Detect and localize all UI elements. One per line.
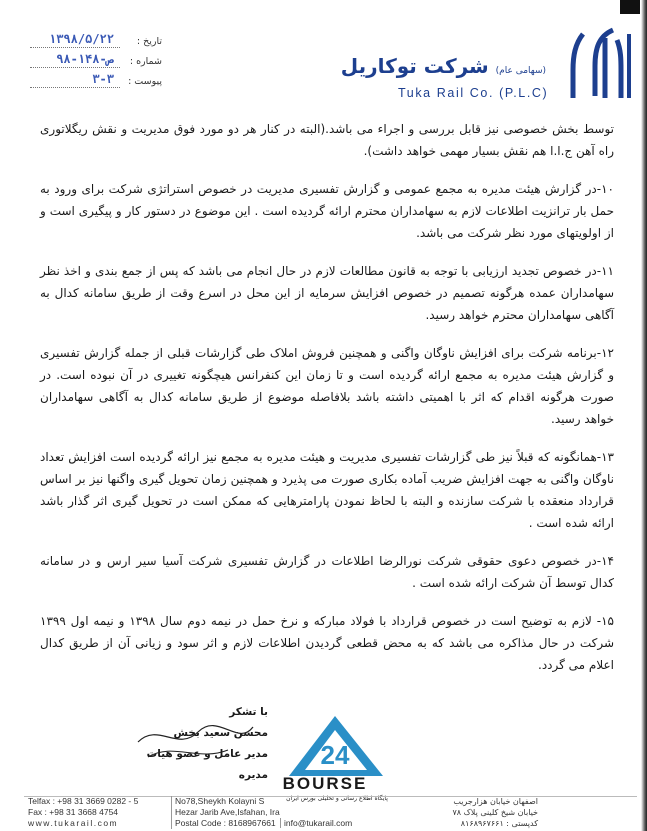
footer — [0, 796, 647, 831]
signer-title: مدیر عامل و عضو هیات مدیره — [146, 748, 268, 781]
footer-email[interactable]: info@tukarail.com — [280, 818, 352, 828]
bourse-wordmark: BOURSE — [282, 774, 368, 793]
footer-contact — [28, 796, 166, 818]
letter-body — [40, 118, 614, 676]
date-label: تاریخ : — [136, 36, 162, 47]
svg-text:24: 24 — [320, 740, 350, 770]
handwritten-signature — [128, 712, 258, 772]
attachment-row — [22, 72, 162, 96]
address-fa-line-2: خیابان شیخ کلینی پلاک ۷۸ — [452, 808, 538, 817]
signature-block — [118, 702, 268, 786]
company-name-en: Tuka Rail Co. (P.L.C) — [398, 86, 549, 100]
bourse-caption: پایگاه اطلاع رسانی و تحلیلی بورس ایران — [286, 795, 388, 802]
item-14: ۱۴-در خصوص دعوی حقوقی شرکت نورالرضا اطلاعات در گزارش تفسیری شرکت آسیا سیر ارس و در سامانه کدال توسط آن شرکت ارائه شده است . — [40, 554, 614, 590]
postal-code-en: Postal Code : 8168967661 — [175, 818, 276, 828]
item-13: ۱۳-همانگونه که قبلاً نیز طی گزارشات تفسیری مدیریت و هیئت مدیره به مجمع نیز ارائه گردیده است افزایش تعداد ناوگان واگنی به جهت افزایش ضریب آماده بکاری صورت می پذیرد و همچنین زمان تحویل گیری واگنها نیز بر اساس قرارداد منعقده با شرکت سازنده و البته با لحاظ نمودن پارامترهایی که ممکن است در تحویل گیری اثر گذار باشد ارائه شده است . — [40, 450, 614, 530]
attachment-value: ۳-۳ — [92, 72, 114, 86]
date-dotted-line — [30, 47, 120, 48]
number-dotted-line — [30, 67, 120, 68]
scan-edge-corner — [620, 0, 640, 14]
item-10: ۱۰-در گزارش هیئت مدیره به مجمع عمومی و گزارش تفسیری مدیریت در خصوص استراتژی شرکت برای ورود به حمل بار ترانزیت اطلاعات لازم به سهامداران محترم ارائه گردیده است . این موضوع در دستور کار و پیگیری است و از اولویتهای مورد نظر شرکت می باشد. — [40, 182, 614, 240]
address-fa-line-1: اصفهان خیابان هزارجریب — [453, 797, 538, 806]
item-15: ۱۵- لازم به توضیح است در خصوص قرارداد با فولاد مبارکه و نرخ حمل در نیمه دوم سال ۱۳۹۸ و نیمه اول ۱۳۹۹ شرکت در حال مذاکره می باشد که به محض قطعی گردیدن اطلاعات لازم و اثر سود و زیانی آن از طریق کدال اعلام می گردد. — [40, 614, 614, 672]
letter-meta — [22, 32, 162, 96]
address-en-line-1: No78,Sheykh Kolayni S — [175, 796, 265, 806]
date-value: ۱۳۹۸/۵/۲۲ — [48, 32, 114, 46]
scan-edge-shadow — [641, 0, 647, 831]
footer-address-fa — [408, 796, 538, 829]
number-label: شماره : — [129, 56, 162, 67]
company-type: (سهامی عام) — [495, 66, 546, 76]
closing-text: با تشکر — [229, 706, 268, 718]
postal-code-fa: کدپستی : ۸۱۶۸۹۶۷۶۶۱ — [460, 819, 538, 828]
company-name-fa — [340, 54, 546, 78]
tuka-rail-logo-icon — [555, 26, 635, 104]
address-en-line-2: Hezar Jarib Ave,Isfahan, Ira — [175, 807, 280, 817]
company-name-fa-text: شرکت توکاریل — [340, 54, 489, 78]
footer-tel: Telfax : +98 31 3669 0282 - 5 — [28, 796, 139, 806]
signer-name: محسن سعید بخش — [173, 727, 268, 739]
item-11: ۱۱-در خصوص تجدید ارزیابی با توجه به قانون مطالعات لازم در حال انجام می باشد که پس از جمع بندی و اخذ نظر سهامداران عمده هرگونه تصمیم در خصوص افزایش سرمایه از این محل در اسرع وقت از طریق سامانه کدال به آگاهی سهامداران محترم خواهد رسید. — [40, 264, 614, 322]
attachment-label: پیوست : — [128, 76, 162, 87]
footer-website[interactable]: www.tukarail.com — [28, 818, 119, 828]
number-value: ۹۸-۱۴۸-ص — [56, 52, 114, 66]
footer-address-en — [171, 796, 281, 829]
attachment-dotted-line — [30, 87, 120, 88]
intro-paragraph: توسط بخش خصوصی نیز قابل بررسی و اجراء می باشد.(البته در کنار هر دو مورد فوق مدیریت و نقش ریگلاتوری راه آهن ج.ا.ا هم نقش بسیار مهمی خواهد داشت). — [40, 122, 614, 158]
footer-fax: Fax : +98 31 3668 4754 — [28, 807, 119, 817]
item-12: ۱۲-برنامه شرکت برای افزایش ناوگان واگنی و همچنین فروش املاک طی گزارشات قبلی از جمله گزارش تفسیری و گزارش هیئت مدیره به مجمع ارائه گردیده است و تا زمان این کنفرانس هیچگونه تغییری در آن نبوده است. در صورت هرگونه اقدام که اثر با اهمیتی داشته باشد بلافاصله موضوع از طریق سامانه کدال به آگاهی سهامداران خواهد رسید. — [40, 346, 614, 426]
